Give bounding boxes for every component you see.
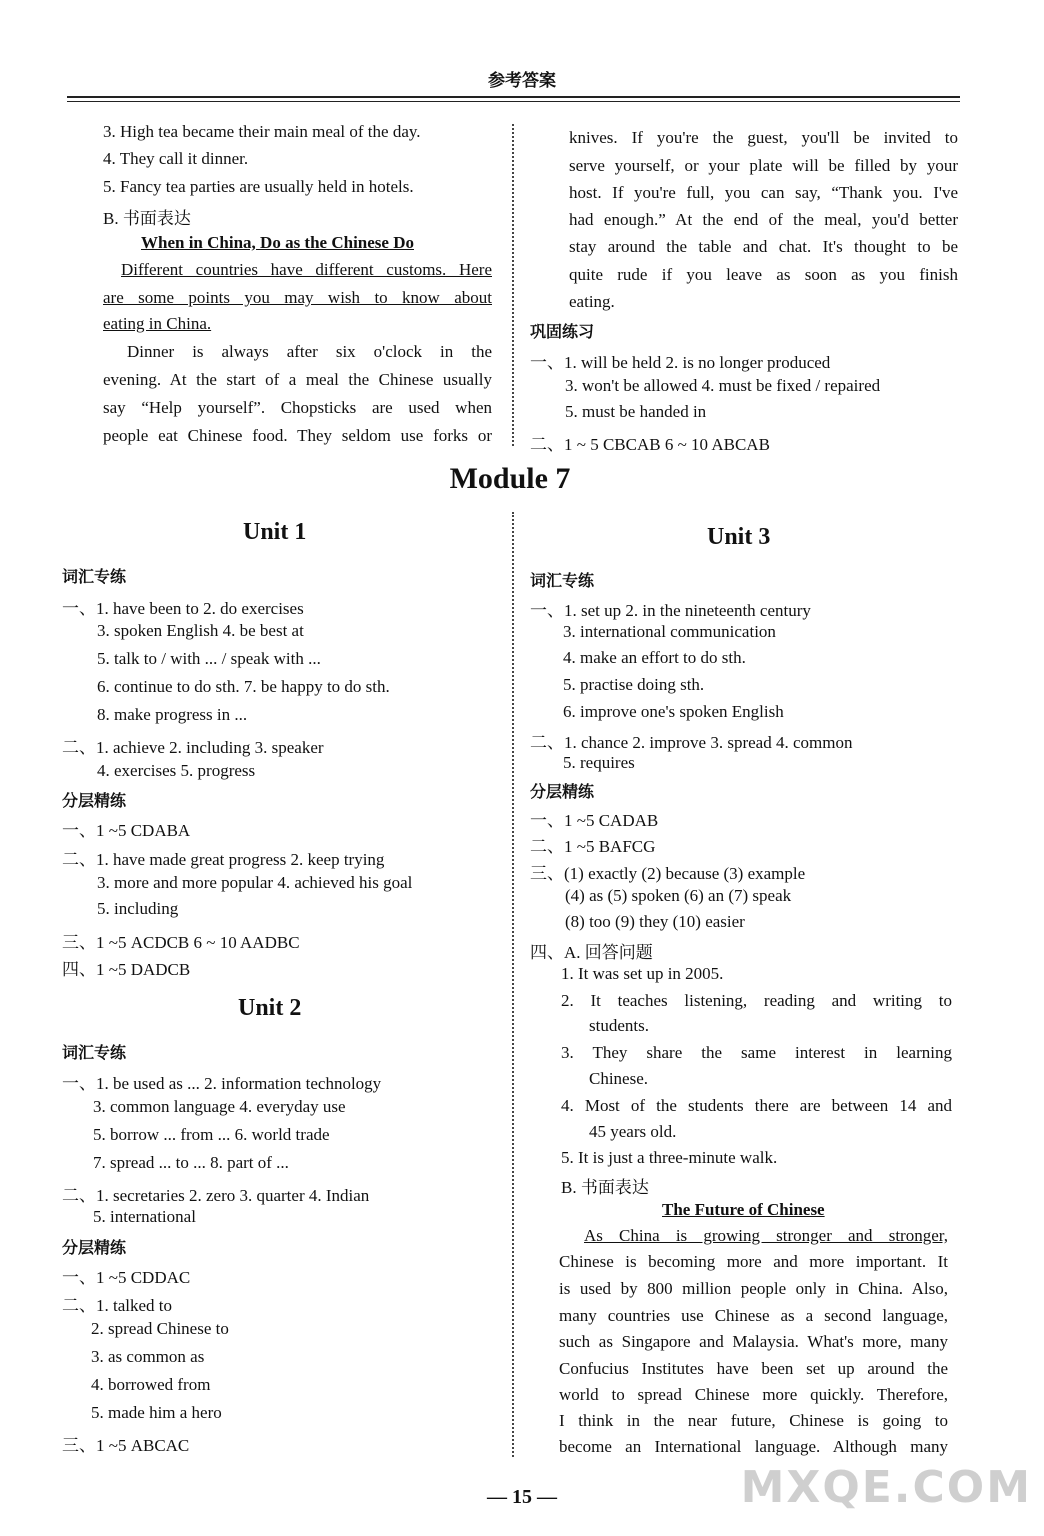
section-heading: 分层精练 bbox=[530, 782, 595, 801]
answer-line: 5. practise doing sth. bbox=[563, 675, 705, 694]
answer-line: 2. spread Chinese to bbox=[91, 1319, 229, 1338]
essay-body-line: I think in the near future, Chinese is going to bbox=[559, 1411, 948, 1430]
essay-body-line: is used by 800 million people only in China. Also, bbox=[559, 1279, 948, 1298]
answer-line: 4. borrowed from bbox=[91, 1375, 211, 1394]
answer-line: 4. exercises 5. progress bbox=[97, 761, 256, 780]
answer-line: 1. It was set up in 2005. bbox=[561, 964, 724, 983]
answer-line: 5. must be handed in bbox=[565, 402, 707, 421]
essay-body-line: stay around the table and chat. It's thought to be bbox=[569, 237, 958, 256]
section-heading: 词汇专练 bbox=[530, 571, 595, 590]
answer-line: 5. borrow ... from ... 6. world trade bbox=[93, 1125, 330, 1144]
column-divider-bottom bbox=[512, 512, 514, 1457]
essay-body-line: become an International language. Although many bbox=[559, 1437, 948, 1456]
answer-line: 7. spread ... to ... 8. part of ... bbox=[93, 1153, 289, 1172]
answer-line: 5. It is just a three-minute walk. bbox=[561, 1148, 778, 1167]
answer-line: 4. make an effort to do sth. bbox=[563, 648, 746, 667]
answer-line: 45 years old. bbox=[589, 1122, 677, 1141]
section-heading: 词汇专练 bbox=[62, 1043, 127, 1062]
essay-intro-line: Different countries have different customs. Here bbox=[121, 260, 492, 279]
answer-line: 6. improve one's spoken English bbox=[563, 702, 784, 721]
answer-line: 二、1 ~ 5 CBCAB 6 ~ 10 ABCAB bbox=[530, 435, 770, 454]
answer-line: 一、1. set up 2. in the nineteenth century bbox=[530, 601, 811, 620]
section-heading: 词汇专练 bbox=[62, 567, 127, 586]
answer-line: 3. international communication bbox=[563, 622, 776, 641]
answer-line: 3. as common as bbox=[91, 1347, 205, 1366]
column-divider-top bbox=[512, 124, 514, 446]
answer-line: 二、1 ~5 BAFCG bbox=[530, 837, 656, 856]
essay-body-line: quite rude if you leave as soon as you finish bbox=[569, 265, 958, 284]
answer-line: Chinese. bbox=[589, 1069, 649, 1088]
answer-line: 四、A. 回答问题 bbox=[530, 943, 653, 962]
essay-body-line: evening. At the start of a meal the Chinese usually bbox=[103, 370, 492, 389]
essay-intro-line: are some points you may wish to know about bbox=[103, 288, 492, 307]
answer-line: 三、1 ~5 ABCAC bbox=[62, 1436, 190, 1455]
answer-line: 二、1. have made great progress 2. keep trying bbox=[62, 850, 385, 869]
unit-title: Unit 3 bbox=[707, 524, 771, 550]
essay-body-line: people eat Chinese food. They seldom use forks or bbox=[103, 426, 492, 445]
answer-line: 5. made him a hero bbox=[91, 1403, 222, 1422]
answer-line: 2. It teaches listening, reading and writing to bbox=[561, 991, 952, 1010]
essay-body-line: say “Help yourself”. Chopsticks are used when bbox=[103, 398, 492, 417]
answer-line: 6. continue to do sth. 7. be happy to do sth. bbox=[97, 677, 390, 696]
answer-line: 二、1. talked to bbox=[62, 1296, 173, 1315]
answer-line: 三、(1) exactly (2) because (3) example bbox=[530, 864, 806, 883]
answer-line: 一、1 ~5 CADAB bbox=[530, 811, 659, 830]
unit-title: Unit 2 bbox=[238, 995, 302, 1021]
answer-line: 4. They call it dinner. bbox=[103, 149, 249, 168]
watermark: MXQE.COM bbox=[740, 1462, 1032, 1513]
essay-body-line: world to spread Chinese more quickly. Therefore, bbox=[559, 1385, 948, 1404]
header-rule bbox=[67, 96, 960, 98]
essay-title: The Future of Chinese bbox=[662, 1200, 825, 1219]
answer-line: 一、1. have been to 2. do exercises bbox=[62, 599, 304, 618]
essay-body-line: Chinese is becoming more and more important. It bbox=[559, 1252, 948, 1271]
answer-line: 四、1 ~5 DADCB bbox=[62, 960, 191, 979]
essay-body-line: Dinner is always after six o'clock in the bbox=[127, 342, 492, 361]
answer-line: 一、1. be used as ... 2. information technology bbox=[62, 1074, 382, 1093]
essay-body-line: such as Singapore and Malaysia. What's more, many bbox=[559, 1332, 948, 1351]
answer-line: students. bbox=[589, 1016, 649, 1035]
module-title: Module 7 bbox=[449, 462, 571, 495]
answer-line: (4) as (5) spoken (6) an (7) speak bbox=[565, 886, 792, 905]
answer-line: 5. including bbox=[97, 899, 179, 918]
answer-line: B. 书面表达 bbox=[561, 1178, 649, 1197]
essay-intro-line: eating in China. bbox=[103, 314, 212, 333]
section-heading: 巩固练习 bbox=[530, 322, 595, 341]
answer-line: 三、1 ~5 ACDCB 6 ~ 10 AADBC bbox=[62, 933, 300, 952]
answer-line: 3. They share the same interest in learning bbox=[561, 1043, 952, 1062]
answer-line: 一、1 ~5 CDABA bbox=[62, 821, 191, 840]
answer-line: 二、1. chance 2. improve 3. spread 4. common bbox=[530, 733, 853, 752]
answer-line: 一、1 ~5 CDDAC bbox=[62, 1268, 191, 1287]
answer-line: 3. won't be allowed 4. must be fixed / repaired bbox=[565, 376, 881, 395]
essay-body-line: eating. bbox=[569, 292, 615, 311]
answer-line: 3. more and more popular 4. achieved his goal bbox=[97, 873, 413, 892]
answer-line: 5. requires bbox=[563, 753, 635, 772]
answer-line: 3. spoken English 4. be best at bbox=[97, 621, 304, 640]
answer-line: 二、1. achieve 2. including 3. speaker bbox=[62, 738, 324, 757]
section-heading: 分层精练 bbox=[62, 791, 127, 810]
essay-intro-line: As China is growing stronger and stronger, bbox=[584, 1226, 948, 1245]
answer-line: 5. talk to / with ... / speak with ... bbox=[97, 649, 321, 668]
essay-body-line: Confucius Institutes have been set up around the bbox=[559, 1359, 948, 1378]
answer-line: 8. make progress in ... bbox=[97, 705, 248, 724]
header-rule-thin bbox=[67, 101, 960, 102]
essay-body-line: knives. If you're the guest, you'll be invited to bbox=[569, 128, 958, 147]
answer-line: 二、1. secretaries 2. zero 3. quarter 4. Indian bbox=[62, 1186, 370, 1205]
answer-line: (8) too (9) they (10) easier bbox=[565, 912, 745, 931]
essay-body-line: serve yourself, or your plate will be filled by your bbox=[569, 156, 958, 175]
section-heading: 分层精练 bbox=[62, 1238, 127, 1257]
essay-body-line: host. If you're full, you can say, “Thank you. I've bbox=[569, 183, 958, 202]
answer-line: 5. Fancy tea parties are usually held in hotels. bbox=[103, 177, 414, 196]
answer-line: 4. Most of the students there are between 14 and bbox=[561, 1096, 952, 1115]
essay-body-line: many countries use Chinese as a second language, bbox=[559, 1306, 948, 1325]
answer-line: 3. common language 4. everyday use bbox=[93, 1097, 346, 1116]
page-header-title: 参考答案 bbox=[488, 71, 556, 91]
answer-line: B. 书面表达 bbox=[103, 209, 191, 228]
answer-line: 一、1. will be held 2. is no longer produced bbox=[530, 353, 831, 372]
unit-title: Unit 1 bbox=[243, 519, 307, 545]
essay-body-line: had enough.” At the end of the meal, you'd better bbox=[569, 210, 958, 229]
answer-line: 5. international bbox=[93, 1207, 196, 1226]
page-number: — 15 — bbox=[487, 1486, 557, 1508]
essay-title: When in China, Do as the Chinese Do bbox=[141, 233, 414, 252]
answer-line: 3. High tea became their main meal of the day. bbox=[103, 122, 421, 141]
